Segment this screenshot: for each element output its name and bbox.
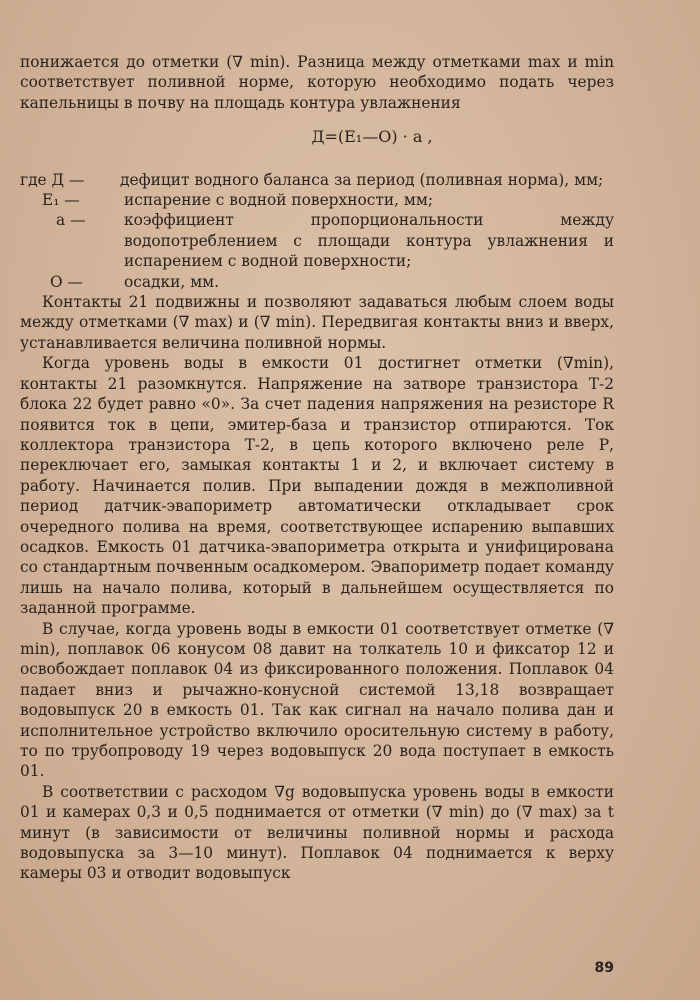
definition-text: испарение с водной поверхности, мм; xyxy=(124,191,434,210)
page-number: 89 xyxy=(594,960,614,976)
definition-symbol: E₁ — xyxy=(42,191,80,210)
definition-symbol: O — xyxy=(50,272,83,291)
definitions-list xyxy=(20,170,614,292)
definition-text: осадки, мм. xyxy=(124,272,220,291)
definition-coefficient xyxy=(20,210,614,271)
paragraph-float: В случае, когда уровень воды в емкости 01 соответствует отметке (∇ min), поплавок 06 конусом 08 давит на толкатель 10 и фиксатор 12 и освобождает поплавок 04 из фиксированного положения. Поплавок 04 падает вниз и рычажно-конусной системой 13,18 возвращает водовыпуск 20 в емкость 01. Так как сигнал на начало полива дан и исполнительное устройство включило оросительную систему в работу, то по трубопроводу 19 через водовыпуск 20 вода поступает в емкость 01. xyxy=(20,619,614,781)
intro-paragraph: понижается до отметки (∇ min). Разница между отметками max и min соответствует поливной норме, которую необходимо подать через капельницы в почву на площадь контура увлажнения xyxy=(20,53,614,112)
paragraph-contacts: Контакты 21 подвижны и позволяют задаваться любым слоем воды между отметками (∇ max) и (∇ min). Передвигая контакты вниз и вверх, устанавливается величина поливной нормы. xyxy=(20,293,614,352)
paragraph-flow: В соответствии с расходом ∇g водовыпуска уровень воды в емкости 01 и камерах 0,3 и 0,5 поднимается от отметки (∇ min) до (∇ max) за t минут (в зависимости от величины поливной нормы и расхода водовыпуска за 3—10 минут). Поплавок 04 поднимается к верху камеры 03 и отводит водовыпуск xyxy=(20,782,614,883)
definition-text: коэффициент пропорциональности между водопотреблением с площади контура увлажнения и испарением с водной поверхности; xyxy=(124,211,614,271)
definition-symbol: a — xyxy=(56,211,86,230)
definition-symbol: где Д — xyxy=(20,170,85,189)
definition-text: дефицит водного баланса за период (поливная норма), мм; xyxy=(120,170,604,189)
definition-precipitation xyxy=(20,272,614,292)
formula: Д=(E₁—O) · a , xyxy=(311,127,433,147)
definition-deficit xyxy=(20,170,614,190)
definition-evaporation xyxy=(20,190,614,210)
paragraph-water-level: Когда уровень воды в емкости 01 достигнет отметки (∇min), контакты 21 разомкнутся. Напряжение на затворе транзистора Т-2 блока 22 будет равно «0». За счет падения напряжения на резисторе R появится ток в цепи, эмитер-база и транзистор отпираются. Ток коллектора транзистора Т-2, в цепь которого включено реле Р, переключает его, замыкая контакты 1 и 2, и включает систему в работу. Начинается полив. При выпадении дождя в межполивной период датчик-эвапориметр автоматически откладывает срок очередного полива на время, соответствующее испарению выпавших осадков. Емкость 01 датчика-эвапориметра открыта и унифицирована со стандартным почвенным осадкомером. Эвапориметр подает команду лишь на начало полива, который в дальнейшем осуществляется по заданной программе. xyxy=(20,354,614,618)
